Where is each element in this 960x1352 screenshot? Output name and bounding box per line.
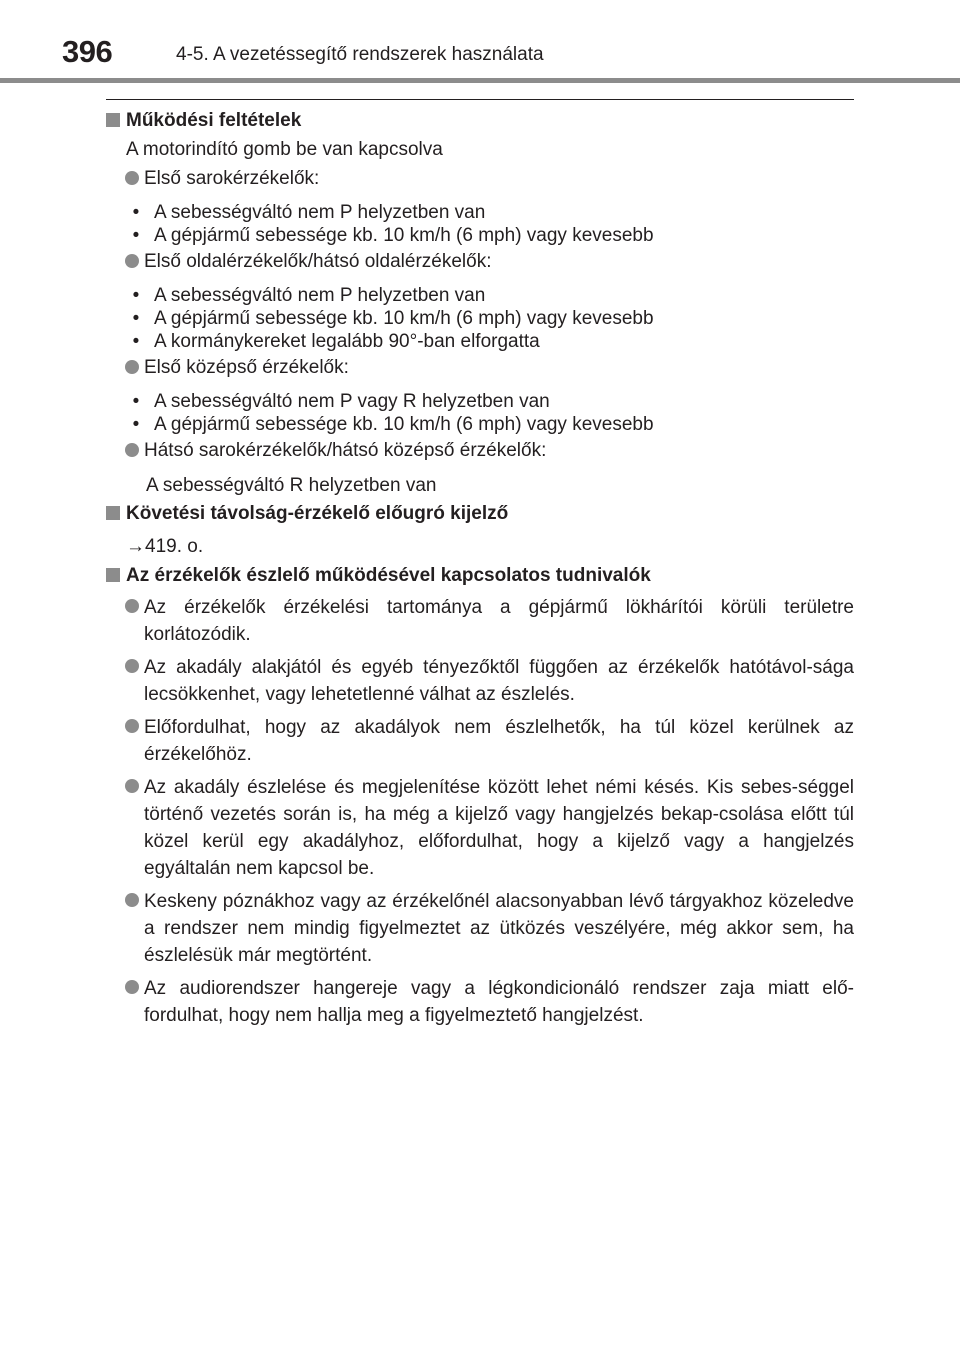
section-heading — [106, 108, 854, 133]
sub-item-text: A sebességváltó nem P helyzetben van — [154, 285, 486, 306]
section-title: Működési feltételek — [126, 110, 302, 131]
bullet-item — [106, 355, 854, 380]
chapter-title: 4-5. A vezetéssegítő rendszerek használata — [176, 44, 544, 65]
sub-item-text: A sebességváltó nem P helyzetben van — [154, 202, 486, 223]
bullet-item — [106, 249, 854, 274]
bullet-text: Az audiorendszer hangereje vagy a légkondicionáló rendszer zaja miatt elő-fordulhat, hogy nem hallja meg a figyelmeztető hangjelzést. — [144, 978, 854, 1026]
bullet-text: Az érzékelők érzékelési tartománya a gépjármű lökhárítói körüli területre korlátozódik. — [144, 597, 854, 645]
bullet-item — [106, 714, 854, 768]
circle-bullet-icon — [125, 599, 139, 613]
bullet-item — [106, 654, 854, 708]
section-heading — [106, 563, 854, 588]
content-divider — [106, 99, 854, 100]
bullet-text: Az akadály alakjától és egyéb tényezőktől függően az érzékelők hatótávol-sága lecsökkenhet, vagy lehetetlenné válhat az észlelés. — [144, 657, 854, 705]
page-number: 396 — [62, 34, 113, 69]
sub-item-text: A gépjármű sebessége kb. 10 km/h (6 mph) vagy kevesebb — [154, 225, 654, 246]
section-title: Követési távolság-érzékelő előugró kijelző — [126, 503, 509, 524]
circle-bullet-icon — [125, 779, 139, 793]
circle-bullet-icon — [125, 893, 139, 907]
page-header — [0, 0, 960, 80]
sub-list — [106, 284, 854, 353]
sub-item: • A gépjármű sebessége kb. 10 km/h (6 mph) vagy kevesebb — [132, 308, 654, 329]
bullet-text: Hátsó sarokérzékelők/hátsó középső érzékelők: — [144, 440, 547, 461]
circle-bullet-icon — [125, 171, 139, 185]
bullet-text: Előfordulhat, hogy az akadályok nem észlelhetők, ha túl közel kerülnek az érzékelőhöz. — [144, 717, 854, 765]
sub-item: • A sebességváltó nem P helyzetben van — [132, 285, 486, 306]
bullet-item — [106, 166, 854, 191]
bullet-text: Első sarokérzékelők: — [144, 168, 320, 189]
square-bullet-icon — [106, 506, 120, 520]
circle-bullet-icon — [125, 659, 139, 673]
bullet-item — [106, 594, 854, 648]
circle-bullet-icon — [125, 980, 139, 994]
sub-item-text: A gépjármű sebessége kb. 10 km/h (6 mph) vagy kevesebb — [154, 308, 654, 329]
sub-item: • A gépjármű sebessége kb. 10 km/h (6 mph) vagy kevesebb — [132, 225, 654, 246]
square-bullet-icon — [106, 113, 120, 127]
section-intro: A motorindító gomb be van kapcsolva — [126, 139, 443, 160]
bullet-text: Keskeny póznákhoz vagy az érzékelőnél alacsonyabban lévő tárgyakhoz közeledve a rendszer nem mindig figyelmeztet az ütközés veszélyére, még akkor sem, ha észlelésük már megtörtént. — [144, 891, 854, 966]
bullet-text: Első középső érzékelők: — [144, 357, 349, 378]
bullet-item — [106, 774, 854, 882]
sub-item-text: A gépjármű sebessége kb. 10 km/h (6 mph) vagy kevesebb — [154, 414, 654, 435]
circle-bullet-icon — [125, 254, 139, 268]
bullet-item — [106, 888, 854, 969]
circle-bullet-icon — [125, 360, 139, 374]
circle-bullet-icon — [125, 719, 139, 733]
page-reference: →419. o. — [126, 536, 204, 557]
sub-item: • A gépjármű sebessége kb. 10 km/h (6 mph) vagy kevesebb — [132, 414, 654, 435]
bullet-item — [106, 438, 854, 463]
section-title: Az érzékelők észlelő működésével kapcsolatos tudnivalók — [126, 565, 651, 586]
sub-list — [106, 201, 854, 247]
sub-item-text: A kormánykereket legalább 90°-ban elforgatta — [154, 331, 540, 352]
bullet-note: A sebességváltó R helyzetben van — [146, 475, 437, 496]
section-heading — [106, 501, 854, 526]
square-bullet-icon — [106, 568, 120, 582]
circle-bullet-icon — [125, 443, 139, 457]
sub-item: • A sebességváltó nem P helyzetben van — [132, 202, 486, 223]
bullet-item — [106, 975, 854, 1029]
sub-list — [106, 390, 854, 436]
page-content — [106, 108, 854, 1029]
sub-item-text: A sebességváltó nem P vagy R helyzetben van — [154, 391, 550, 412]
bullet-text: Első oldalérzékelők/hátsó oldalérzékelők: — [144, 251, 492, 272]
sub-item: • A sebességváltó nem P vagy R helyzetben van — [132, 391, 550, 412]
bullet-text: Az akadály észlelése és megjelenítése között lehet némi késés. Kis sebes-séggel történő vezetés során is, ha még a kijelző vagy hangjelzés bekap-csolása előtt túl közel kerül egy akadályhoz, előfordulhat, hogy a kijelző vagy a hangjelzés egyáltalán nem kapcsol be. — [144, 777, 854, 879]
sub-item: • A kormánykereket legalább 90°-ban elforgatta — [132, 331, 540, 352]
header-divider — [0, 78, 960, 83]
